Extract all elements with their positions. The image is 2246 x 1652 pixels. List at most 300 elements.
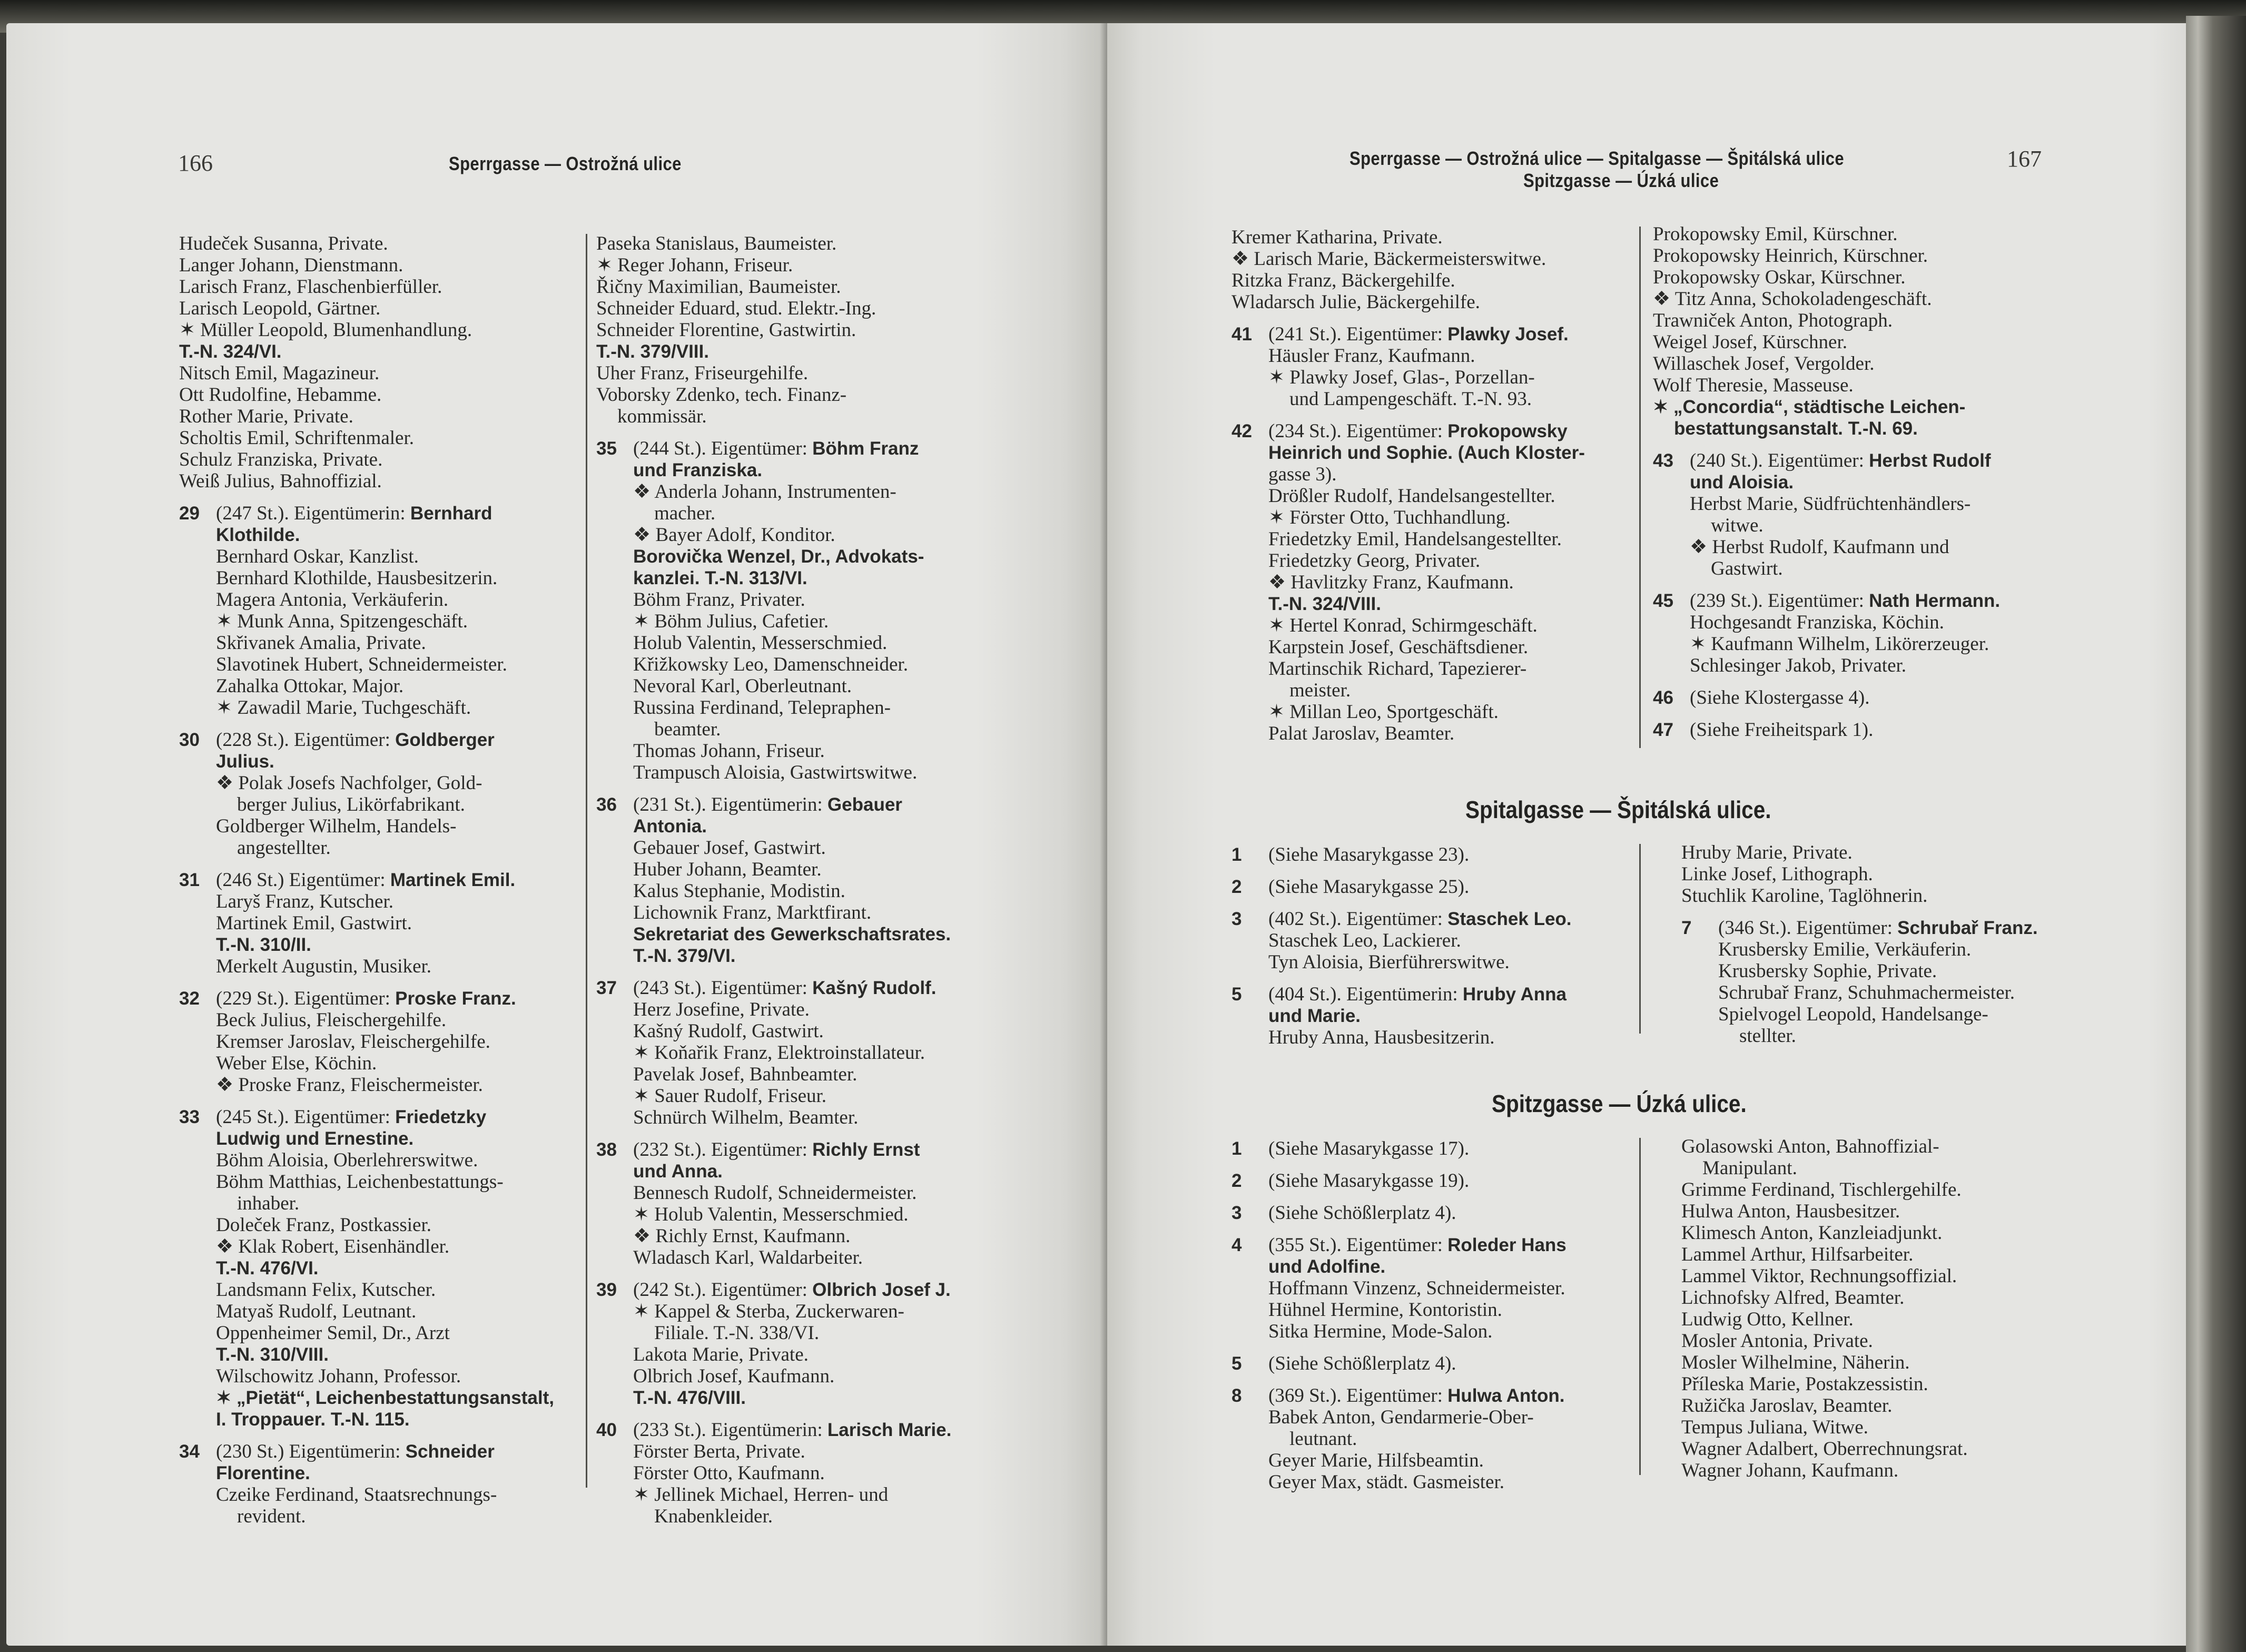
- house-entry: [1681, 1136, 2082, 1481]
- resident-line: Tyn Aloisia, Bierführerswitwe.: [1268, 951, 1510, 973]
- house-header: [1232, 1353, 1637, 1374]
- house-number: 3: [1232, 1203, 1242, 1223]
- resident-line: Böhm Matthias, Leichenbestattungs-: [216, 1171, 504, 1193]
- resident-line: Larisch Franz, Flaschenbierfüller.: [179, 276, 442, 298]
- owner-name-continued: und Franziska.: [633, 460, 763, 480]
- resident-line: Willaschek Josef, Vergolder.: [1653, 353, 1875, 375]
- resident-line: Hruby Anna, Hausbesitzerin.: [1268, 1027, 1495, 1048]
- house-header-text: (231 St.). Eigentümerin:: [633, 794, 828, 815]
- resident-line: Weber Else, Köchin.: [216, 1053, 377, 1074]
- house-header: [179, 729, 579, 751]
- house-header: [596, 438, 997, 459]
- house-number: 35: [596, 438, 617, 459]
- house-entry: [1653, 450, 2074, 579]
- house-header-text: (369 St.). Eigentümer:: [1268, 1385, 1448, 1407]
- owner-name: Herbst Rudolf: [1869, 450, 1991, 471]
- house-entry: [1232, 227, 1637, 313]
- resident-line: berger Julius, Likörfabrikant.: [237, 794, 465, 815]
- resident-line: Hruby Marie, Private.: [1681, 842, 1853, 863]
- owner-name: Gebauer: [827, 794, 902, 815]
- house-entry: [1232, 1202, 1637, 1224]
- resident-line: Rother Marie, Private.: [179, 406, 353, 427]
- house-header: [1232, 876, 1637, 898]
- house-entry: [596, 438, 997, 783]
- owner-name-continued: Ludwig und Ernestine.: [216, 1128, 414, 1149]
- house-number: 5: [1232, 1353, 1242, 1374]
- resident-line: Huber Johann, Beamter.: [633, 859, 822, 880]
- resident-line: T.-N. 310/VIII.: [216, 1344, 329, 1365]
- resident-line: ❖ Klak Robert, Eisenhändler.: [216, 1236, 450, 1257]
- resident-line: leutnant.: [1289, 1428, 1357, 1450]
- resident-line: T.-N. 324/VIII.: [1268, 594, 1381, 614]
- resident-line: Förster Berta, Private.: [633, 1441, 805, 1462]
- owner-name: Richly Ernst: [812, 1139, 920, 1160]
- resident-line: Trawniček Anton, Photograph.: [1653, 310, 1893, 331]
- house-number: 7: [1681, 918, 1692, 938]
- resident-line: Czeike Ferdinand, Staatsrechnungs-: [216, 1484, 497, 1506]
- resident-line: Hulwa Anton, Hausbesitzer.: [1681, 1201, 1900, 1222]
- resident-line: Hühnel Hermine, Kontoristin.: [1268, 1299, 1502, 1321]
- resident-line: Gastwirt.: [1711, 558, 1783, 579]
- resident-line: ❖ Havlitzky Franz, Kaufmann.: [1268, 572, 1514, 593]
- resident-line: Schrubař Franz, Schuhmachermeister.: [1718, 982, 2015, 1004]
- resident-line: Hudeček Susanna, Private.: [179, 233, 388, 254]
- house-number: 1: [1232, 1138, 1242, 1159]
- resident-line: Magera Antonia, Verkäuferin.: [216, 589, 449, 611]
- resident-line: macher.: [654, 503, 716, 524]
- resident-line: Olbrich Josef, Kaufmann.: [633, 1365, 835, 1387]
- house-entry: [596, 1139, 997, 1268]
- house-number: 47: [1653, 720, 1673, 740]
- resident-line: Voborsky Zdenko, tech. Finanz-: [596, 384, 847, 406]
- owner-name: Kašný Rudolf.: [812, 978, 937, 998]
- house-entry: [1653, 719, 2074, 741]
- resident-line: ✶ „Pietät“, Leichenbestattungsanstalt,: [216, 1388, 554, 1408]
- resident-line: Schnürch Wilhelm, Beamter.: [633, 1107, 859, 1128]
- house-header: [179, 1441, 579, 1462]
- house-header: [1232, 1138, 1637, 1159]
- resident-line: Karpstein Josef, Geschäftsdiener.: [1268, 636, 1529, 658]
- resident-line: Lammel Arthur, Hilfsarbeiter.: [1681, 1244, 1914, 1265]
- resident-line: Böhm Franz, Privater.: [633, 589, 805, 611]
- resident-line: ✶ Plawky Josef, Glas-, Porzellan-: [1268, 367, 1535, 388]
- house-number: 31: [179, 870, 200, 890]
- owner-name: Proske Franz.: [395, 988, 516, 1009]
- resident-line: Ott Rudolfine, Hebamme.: [179, 384, 382, 406]
- house-entry: [1232, 876, 1637, 898]
- resident-line: Mosler Antonia, Private.: [1681, 1330, 1873, 1352]
- house-entry: [179, 503, 579, 719]
- resident-line: Lichnofsky Alfred, Beamter.: [1681, 1287, 1905, 1309]
- resident-line: ✶ Millan Leo, Sportgeschäft.: [1268, 701, 1499, 723]
- house-number: 43: [1653, 450, 1673, 471]
- resident-line: Scholtis Emil, Schriftenmaler.: [179, 427, 414, 449]
- resident-line: Spielvogel Leopold, Handelsange-: [1718, 1004, 1988, 1025]
- house-header: [179, 503, 579, 524]
- house-entry: [1232, 984, 1637, 1048]
- resident-line: Krusbersky Emilie, Verkäuferin.: [1718, 939, 1972, 960]
- house-entry: [179, 869, 579, 977]
- owner-name: Martinek Emil.: [390, 870, 516, 890]
- resident-line: ✶ Koňařik Franz, Elektroinstallateur.: [633, 1042, 925, 1064]
- resident-line: I. Troppauer. T.-N. 115.: [216, 1409, 410, 1430]
- house-header-text: (Siehe Masarykgasse 23).: [1268, 844, 1470, 866]
- house-entry: [179, 729, 579, 859]
- owner-name: Böhm Franz: [812, 438, 919, 459]
- resident-line: Geyer Marie, Hilfsbeamtin.: [1268, 1450, 1484, 1471]
- resident-line: ✶ Munk Anna, Spitzengeschäft.: [216, 611, 468, 632]
- column-divider: [1639, 1138, 1641, 1475]
- house-header: [1232, 420, 1637, 442]
- house-header: [596, 1139, 997, 1161]
- house-header: [1681, 917, 2082, 939]
- house-number: 32: [179, 988, 200, 1009]
- house-entry: [596, 1419, 997, 1527]
- owner-name: Larisch Marie.: [827, 1420, 952, 1440]
- running-head-right-1: Sperrgasse — Ostrožná ulice — Spitalgasse — Špitálská ulice: [1349, 148, 1845, 169]
- house-header-text: (239 St.). Eigentümer:: [1690, 590, 1869, 612]
- house-header: [596, 977, 997, 999]
- resident-line: ❖ Bayer Adolf, Konditor.: [633, 524, 835, 546]
- owner-name: Friedetzky: [395, 1107, 487, 1127]
- house-entry: [179, 1441, 579, 1527]
- house-header-text: (Siehe Freiheitspark 1).: [1690, 719, 1874, 741]
- house-entry: [179, 233, 579, 492]
- house-header-text: (Siehe Klostergasse 4).: [1690, 687, 1870, 709]
- house-entry: [1232, 420, 1637, 744]
- resident-line: Ritzka Franz, Bäckergehilfe.: [1232, 270, 1455, 291]
- house-number: 42: [1232, 421, 1252, 441]
- resident-line: Nitsch Emil, Magazineur.: [179, 362, 380, 384]
- house-number: 2: [1232, 877, 1242, 897]
- house-number: 40: [596, 1420, 617, 1440]
- house-entry: [596, 1279, 997, 1409]
- owner-name-continued: und Aloisia.: [1690, 472, 1794, 493]
- resident-line: Beck Julius, Fleischergehilfe.: [216, 1009, 447, 1031]
- house-header-text: (246 St.) Eigentümer:: [216, 869, 390, 891]
- house-entry: [1681, 917, 2082, 1047]
- house-entry: [1232, 1353, 1637, 1374]
- house-entry: [1232, 1234, 1637, 1342]
- resident-line: Sekretariat des Gewerkschaftsrates.: [633, 924, 951, 945]
- house-number: 30: [179, 730, 200, 750]
- house-header-text: (233 St.). Eigentümerin:: [633, 1419, 828, 1441]
- house-header-text: (247 St.). Eigentümerin:: [216, 503, 410, 524]
- section-title-spitzgasse: Spitzgasse — Úzká ulice.: [1492, 1090, 1747, 1117]
- resident-line: Trampusch Aloisia, Gastwirtswitwe.: [633, 762, 918, 783]
- house-entry: [179, 1106, 579, 1430]
- house-number: 45: [1653, 591, 1673, 611]
- resident-line: Babek Anton, Gendarmerie-Ober-: [1268, 1407, 1534, 1428]
- house-header-text: (228 St.). Eigentümer:: [216, 729, 396, 751]
- owner-name: Schneider: [405, 1441, 495, 1462]
- resident-line: Weigel Josef, Kürschner.: [1653, 331, 1847, 353]
- resident-line: Stuchlik Karoline, Taglöhnerin.: [1681, 885, 1928, 907]
- resident-line: ❖ Richly Ernst, Kaufmann.: [633, 1225, 851, 1247]
- page-number-left: 166: [178, 150, 213, 176]
- resident-line: ✶ Jellinek Michael, Herren- und: [633, 1484, 889, 1506]
- house-header: [1232, 1234, 1637, 1256]
- resident-line: Thomas Johann, Friseur.: [633, 740, 825, 762]
- house-header-text: (Siehe Masarykgasse 25).: [1268, 876, 1470, 898]
- resident-line: T.-N. 379/VIII.: [596, 341, 709, 362]
- resident-line: Nevoral Karl, Oberleutnant.: [633, 675, 852, 697]
- owner-name: Olbrich Josef J.: [812, 1280, 951, 1300]
- owner-name-continued: Julius.: [216, 751, 274, 772]
- owner-name: Staschek Leo.: [1447, 909, 1572, 929]
- resident-line: Tempus Juliana, Witwe.: [1681, 1417, 1868, 1438]
- resident-line: beamter.: [654, 719, 721, 740]
- resident-line: Matyaš Rudolf, Leutnant.: [216, 1301, 417, 1322]
- house-header-text: (230 St.) Eigentümerin:: [216, 1441, 406, 1462]
- resident-line: Böhm Aloisia, Oberlehrerswitwe.: [216, 1149, 478, 1171]
- resident-line: Golasowski Anton, Bahnoffizial-: [1681, 1136, 1939, 1157]
- resident-line: T.-N. 476/VIII.: [633, 1388, 746, 1408]
- resident-line: ✶ Holub Valentin, Messerschmied.: [633, 1204, 909, 1225]
- resident-line: witwe.: [1711, 515, 1764, 536]
- house-header: [596, 794, 997, 815]
- resident-line: bestattungsanstalt. T.-N. 69.: [1674, 418, 1918, 439]
- resident-line: Häusler Franz, Kaufmann.: [1268, 345, 1475, 367]
- resident-line: ❖ Titz Anna, Schokoladengeschäft.: [1653, 288, 1932, 310]
- house-header: [1232, 1170, 1637, 1192]
- resident-line: Kremer Katharina, Private.: [1232, 227, 1443, 248]
- column-divider: [1639, 227, 1641, 748]
- house-header: [1653, 719, 2074, 741]
- house-header: [1653, 590, 2074, 612]
- house-entry: [179, 988, 579, 1096]
- resident-line: Schlesinger Jakob, Privater.: [1690, 655, 1907, 676]
- house-entry: [1232, 908, 1637, 973]
- resident-line: Wagner Adalbert, Oberrechnungsrat.: [1681, 1438, 1968, 1460]
- resident-line: ✶ „Concordia“, städtische Leichen-: [1653, 397, 1966, 417]
- owner-name-continued: gasse 3).: [1268, 464, 1337, 485]
- house-number: 33: [179, 1107, 200, 1127]
- resident-line: ✶ Müller Leopold, Blumenhandlung.: [179, 319, 472, 341]
- owner-name-continued: und Adolfine.: [1268, 1256, 1386, 1277]
- resident-line: Prokopowsky Heinrich, Kürschner.: [1653, 245, 1928, 267]
- resident-line: Borovička Wenzel, Dr., Advokats-: [633, 546, 924, 567]
- house-number: 41: [1232, 324, 1252, 345]
- house-entry: [596, 233, 997, 427]
- resident-line: Herbst Marie, Südfrüchtenhändlers-: [1690, 493, 1971, 515]
- resident-line: Goldberger Wilhelm, Handels-: [216, 815, 457, 837]
- resident-line: Langer Johann, Dienstmann.: [179, 254, 403, 276]
- resident-line: Drößler Rudolf, Handelsangestellter.: [1268, 485, 1555, 507]
- house-header-text: (234 St.). Eigentümer:: [1268, 420, 1448, 442]
- resident-line: kanzlei. T.-N. 313/VI.: [633, 568, 807, 588]
- owner-name-continued: Heinrich und Sophie. (Auch Kloster-: [1268, 442, 1585, 463]
- house-entry: [1653, 687, 2074, 709]
- resident-line: Staschek Leo, Lackierer.: [1268, 930, 1461, 951]
- house-header-text: (Siehe Masarykgasse 17).: [1268, 1138, 1470, 1159]
- house-number: 39: [596, 1280, 617, 1300]
- resident-line: Hochgesandt Franziska, Köchin.: [1690, 612, 1944, 633]
- resident-line: Bennesch Rudolf, Schneidermeister.: [633, 1182, 917, 1204]
- owner-name: Goldberger: [395, 730, 495, 750]
- resident-line: Martinschik Richard, Tapezierer-: [1268, 658, 1527, 680]
- house-header-text: (346 St.). Eigentümer:: [1718, 917, 1898, 939]
- resident-line: Kremser Jaroslav, Fleischergehilfe.: [216, 1031, 490, 1053]
- resident-line: Paseka Stanislaus, Baumeister.: [596, 233, 837, 254]
- house-header-text: (Siehe Schößlerplatz 4).: [1268, 1202, 1456, 1224]
- house-entry: [1232, 323, 1637, 410]
- resident-line: Bernhard Klothilde, Hausbesitzerin.: [216, 567, 498, 589]
- resident-line: Holub Valentin, Messerschmied.: [633, 632, 888, 654]
- owner-name-continued: und Marie.: [1268, 1006, 1361, 1026]
- resident-line: Russina Ferdinand, Telepraphen-: [633, 697, 891, 719]
- owner-name: Prokopowsky: [1447, 421, 1568, 441]
- spitalgasse-column-2: [1681, 842, 2082, 1047]
- house-header: [1232, 984, 1637, 1005]
- house-header: [596, 1419, 997, 1441]
- resident-line: Friedetzky Georg, Privater.: [1268, 550, 1481, 572]
- resident-line: Knabenkleider.: [654, 1506, 773, 1527]
- house-entry: [1232, 1170, 1637, 1192]
- house-header-text: (229 St.). Eigentümer:: [216, 988, 396, 1009]
- left-column-2: [596, 233, 997, 1527]
- resident-line: ✶ Böhm Julius, Cafetier.: [633, 611, 829, 632]
- resident-line: Laryš Franz, Kutscher.: [216, 891, 394, 912]
- house-header-text: (402 St.). Eigentümer:: [1268, 908, 1448, 930]
- house-header: [1653, 450, 2074, 471]
- owner-name-continued: Antonia.: [633, 816, 707, 837]
- resident-line: ❖ Larisch Marie, Bäckermeisterswitwe.: [1232, 248, 1546, 270]
- resident-line: ✶ Reger Johann, Friseur.: [596, 254, 793, 276]
- house-header-text: (243 St.). Eigentümer:: [633, 977, 813, 999]
- resident-line: Lichownik Franz, Marktfirant.: [633, 902, 872, 923]
- house-header-text: (232 St.). Eigentümer:: [633, 1139, 813, 1161]
- house-entry: [1232, 1385, 1637, 1493]
- resident-line: Slavotinek Hubert, Schneidermeister.: [216, 654, 507, 675]
- resident-line: stellter.: [1739, 1025, 1796, 1047]
- house-number: 2: [1232, 1171, 1242, 1191]
- resident-line: ✶ Kappel & Sterba, Zuckerwaren-: [633, 1301, 904, 1322]
- resident-line: T.-N. 476/VI.: [216, 1258, 319, 1279]
- house-header: [179, 1106, 579, 1128]
- resident-line: und Lampengeschäft. T.-N. 93.: [1289, 388, 1532, 410]
- house-header-text: (242 St.). Eigentümer:: [633, 1279, 813, 1301]
- house-entry: [1681, 842, 2082, 907]
- house-header-text: (244 St.). Eigentümer:: [633, 438, 813, 459]
- resident-line: Förster Otto, Kaufmann.: [633, 1462, 825, 1484]
- resident-line: Wladasch Karl, Waldarbeiter.: [633, 1247, 863, 1268]
- resident-line: Palat Jaroslav, Beamter.: [1268, 723, 1455, 744]
- resident-line: ❖ Proske Franz, Fleischermeister.: [216, 1074, 483, 1096]
- house-number: 37: [596, 978, 617, 998]
- resident-line: Příleska Marie, Postakzessistin.: [1681, 1373, 1928, 1395]
- house-number: 38: [596, 1139, 617, 1160]
- house-entry: [1232, 844, 1637, 866]
- resident-line: Grimme Ferdinand, Tischlergehilfe.: [1681, 1179, 1962, 1201]
- left-page: [6, 23, 1107, 1646]
- house-number: 8: [1232, 1385, 1242, 1406]
- section-title-spitalgasse: Spitalgasse — Špitálská ulice.: [1465, 796, 1771, 823]
- resident-line: Lakota Marie, Private.: [633, 1344, 809, 1365]
- house-header: [1232, 908, 1637, 930]
- resident-line: Řičny Maximilian, Baumeister.: [596, 276, 841, 298]
- owner-name: Nath Hermann.: [1869, 591, 2001, 611]
- resident-line: Larisch Leopold, Gärtner.: [179, 298, 381, 319]
- resident-line: Herz Josefine, Private.: [633, 999, 810, 1020]
- resident-line: Wolf Theresie, Masseuse.: [1653, 375, 1854, 396]
- house-header: [1653, 687, 2074, 709]
- owner-name: Hruby Anna: [1462, 984, 1567, 1005]
- resident-line: Schneider Eduard, stud. Elektr.-Ing.: [596, 298, 876, 319]
- resident-line: Klimesch Anton, Kanzleiadjunkt.: [1681, 1222, 1943, 1244]
- column-divider: [586, 234, 587, 1488]
- resident-line: ✶ Sauer Rudolf, Friseur.: [633, 1085, 827, 1107]
- resident-line: Pavelak Josef, Bahnbeamter.: [633, 1064, 858, 1085]
- column-divider: [1639, 844, 1641, 1034]
- running-head-right-2: Spitzgasse — Úzká ulice: [1523, 170, 1719, 191]
- house-number: 29: [179, 503, 200, 524]
- resident-line: Wladarsch Julie, Bäckergehilfe.: [1232, 291, 1480, 313]
- resident-line: Linke Josef, Lithograph.: [1681, 863, 1873, 885]
- book-cover-edge: [2186, 16, 2246, 1652]
- house-header: [1232, 323, 1637, 345]
- resident-line: Kalus Stephanie, Modistin.: [633, 880, 845, 902]
- resident-line: Zahalka Ottokar, Major.: [216, 675, 404, 697]
- house-header-text: (404 St.). Eigentümerin:: [1268, 984, 1463, 1005]
- owner-name: Bernhard: [410, 503, 492, 524]
- house-entry: [1232, 1138, 1637, 1159]
- resident-line: Uher Franz, Friseurgehilfe.: [596, 362, 809, 384]
- house-header: [1232, 844, 1637, 866]
- spitzgasse-column-1: [1232, 1138, 1637, 1493]
- house-header: [1232, 1202, 1637, 1224]
- page-number-right: 167: [2007, 146, 2042, 172]
- resident-line: Křižkowsky Leo, Damenschneider.: [633, 654, 908, 675]
- house-header: [1232, 1385, 1637, 1407]
- resident-line: Merkelt Augustin, Musiker.: [216, 956, 432, 977]
- house-entry: [1653, 223, 2074, 439]
- house-number: 46: [1653, 687, 1673, 708]
- owner-name-continued: Klothilde.: [216, 525, 300, 545]
- house-number: 1: [1232, 844, 1242, 865]
- resident-line: angestellter.: [237, 837, 331, 859]
- resident-line: kommissär.: [617, 406, 707, 427]
- resident-line: Manipulant.: [1702, 1157, 1797, 1179]
- house-header-text: (Siehe Masarykgasse 19).: [1268, 1170, 1470, 1192]
- resident-line: Bernhard Oskar, Kanzlist.: [216, 546, 419, 567]
- resident-line: Hoffmann Vinzenz, Schneidermeister.: [1268, 1277, 1565, 1299]
- house-number: 36: [596, 794, 617, 815]
- left-column-1: [179, 233, 579, 1527]
- resident-line: Lammel Viktor, Rechnungsoffizial.: [1681, 1265, 1957, 1287]
- resident-line: ❖ Herbst Rudolf, Kaufmann und: [1690, 536, 1949, 558]
- resident-line: Kašný Rudolf, Gastwirt.: [633, 1020, 824, 1042]
- house-header: [179, 988, 579, 1009]
- resident-line: Gebauer Josef, Gastwirt.: [633, 837, 826, 859]
- owner-name: Schrubař Franz.: [1897, 918, 2038, 938]
- resident-line: Friedetzky Emil, Handelsangestellter.: [1268, 528, 1562, 550]
- resident-line: Schneider Florentine, Gastwirtin.: [596, 319, 856, 341]
- resident-line: Krusbersky Sophie, Private.: [1718, 960, 1937, 982]
- spitalgasse-column-1: [1232, 844, 1637, 1048]
- house-entry: [1653, 590, 2074, 676]
- resident-line: T.-N. 324/VI.: [179, 341, 282, 362]
- resident-line: Schulz Franziska, Private.: [179, 449, 383, 470]
- resident-line: Prokopowsky Oskar, Kürschner.: [1653, 267, 1906, 288]
- house-header-text: (240 St.). Eigentümer:: [1690, 450, 1869, 471]
- house-header: [596, 1279, 997, 1301]
- owner-name: Plawky Josef.: [1447, 324, 1569, 345]
- resident-line: ❖ Anderla Johann, Instrumenten-: [633, 481, 897, 503]
- house-number: 3: [1232, 909, 1242, 929]
- resident-line: Skřivanek Amalia, Private.: [216, 632, 426, 654]
- resident-line: Prokopowsky Emil, Kürschner.: [1653, 223, 1898, 245]
